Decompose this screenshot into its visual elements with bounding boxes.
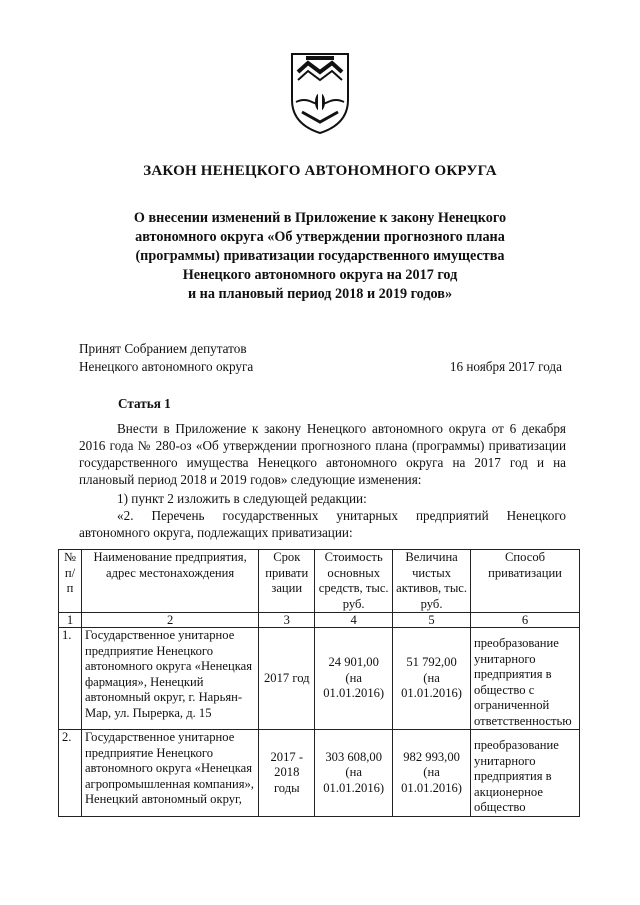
document-title: ЗАКОН НЕНЕЦКОГО АВТОНОМНОГО ОКРУГА bbox=[143, 163, 497, 179]
document-subtitle bbox=[90, 209, 550, 304]
header-assets: Величина чистых активов, тыс. руб. bbox=[393, 550, 471, 613]
header-cost: Стоимость основных средств, тыс. руб. bbox=[315, 550, 393, 613]
row-assets bbox=[393, 628, 471, 730]
table-row bbox=[59, 628, 580, 730]
row-num: 2. bbox=[59, 730, 82, 817]
header-method: Способ приватизации bbox=[471, 550, 580, 613]
header-name: Наименование предприятия, адрес местонахождения bbox=[81, 550, 258, 613]
adoption-date: 16 ноября 2017 года bbox=[449, 359, 562, 374]
adopted-line-1: Принят Собранием депутатов bbox=[79, 341, 247, 356]
column-number: 1 bbox=[59, 613, 82, 628]
subtitle-line: (программы) приватизации государственного имущества bbox=[135, 248, 505, 264]
table-header-row bbox=[59, 550, 580, 613]
cost-note: (на 01.01.2016) bbox=[323, 765, 385, 795]
subtitle-line: О внесении изменений в Приложение к закону Ненецкого bbox=[133, 210, 507, 226]
adopted-line-2: Ненецкого автономного округа bbox=[79, 359, 254, 374]
cost-value: 24 901,00 bbox=[328, 655, 379, 670]
row-cost bbox=[315, 730, 393, 817]
row-assets bbox=[393, 730, 471, 817]
row-method: преобразование унитарного предприятия в акционерное общество bbox=[471, 730, 580, 817]
row-name bbox=[81, 730, 258, 817]
column-number: 6 bbox=[471, 613, 580, 628]
column-numbers-row bbox=[59, 613, 580, 628]
column-number: 2 bbox=[81, 613, 258, 628]
header-term: Срок привати зации bbox=[259, 550, 315, 613]
subtitle-line: Ненецкого автономного округа на 2017 год bbox=[182, 267, 458, 283]
item-2-paragraph: «2. Перечень государственных унитарных предприятий Ненецкого автономного округа, подлежащих приватизации: bbox=[79, 508, 566, 540]
article-heading: Статья 1 bbox=[118, 396, 171, 411]
cost-value: 303 608,00 bbox=[325, 749, 383, 764]
assets-value: 982 993,00 bbox=[403, 749, 460, 764]
adopted-by bbox=[79, 340, 253, 376]
intro-paragraph: Внести в Приложение к закону Ненецкого автономного округа от 6 декабря 2016 года № 280-оз «Об утверждении прогнозного плана (программы) приватизации государственного имущества Ненецкого автономного округа на 2017 год и на плановый период 2018 и 2019 годов» следующие изменения: bbox=[79, 421, 566, 487]
subtitle-line: и на плановый период 2018 и 2019 годов» bbox=[187, 286, 453, 302]
column-number: 4 bbox=[315, 613, 393, 628]
table-row bbox=[59, 730, 580, 817]
row-cost bbox=[315, 628, 393, 730]
column-number: 5 bbox=[393, 613, 471, 628]
assets-note: (на 01.01.2016) bbox=[401, 765, 462, 795]
item-1-paragraph: 1) пункт 2 изложить в следующей редакции: bbox=[117, 491, 367, 506]
row-name: Государственное унитарное предприятие Ненецкого автономного округа «Ненецкая фармация», Ненецкий автономный округ, г. Нарьян-Мар, ул. Пырерка, д. 15 bbox=[81, 628, 258, 730]
subtitle-line: автономного округа «Об утверждении прогнозного плана bbox=[135, 229, 505, 245]
column-number: 3 bbox=[259, 613, 315, 628]
assets-value: 51 792,00 bbox=[406, 655, 457, 670]
coat-of-arms-emblem bbox=[288, 50, 352, 136]
header-num: № п/п bbox=[59, 550, 82, 613]
row-term: 2017 - 2018 годы bbox=[259, 730, 315, 817]
cost-note: (на 01.01.2016) bbox=[323, 670, 385, 701]
row-num: 1. bbox=[59, 628, 82, 730]
row-method: преобразование унитарного предприятия в общество с ограниченной ответственностью bbox=[471, 628, 580, 730]
row-name-text: Государственное унитарное предприятие Ненецкого автономного округа «Ненецкая агропромышленная компания», Ненецкий автономный округ, bbox=[84, 730, 254, 806]
enterprises-table bbox=[58, 549, 580, 817]
assets-note: (на 01.01.2016) bbox=[401, 670, 462, 701]
row-term: 2017 год bbox=[259, 628, 315, 730]
